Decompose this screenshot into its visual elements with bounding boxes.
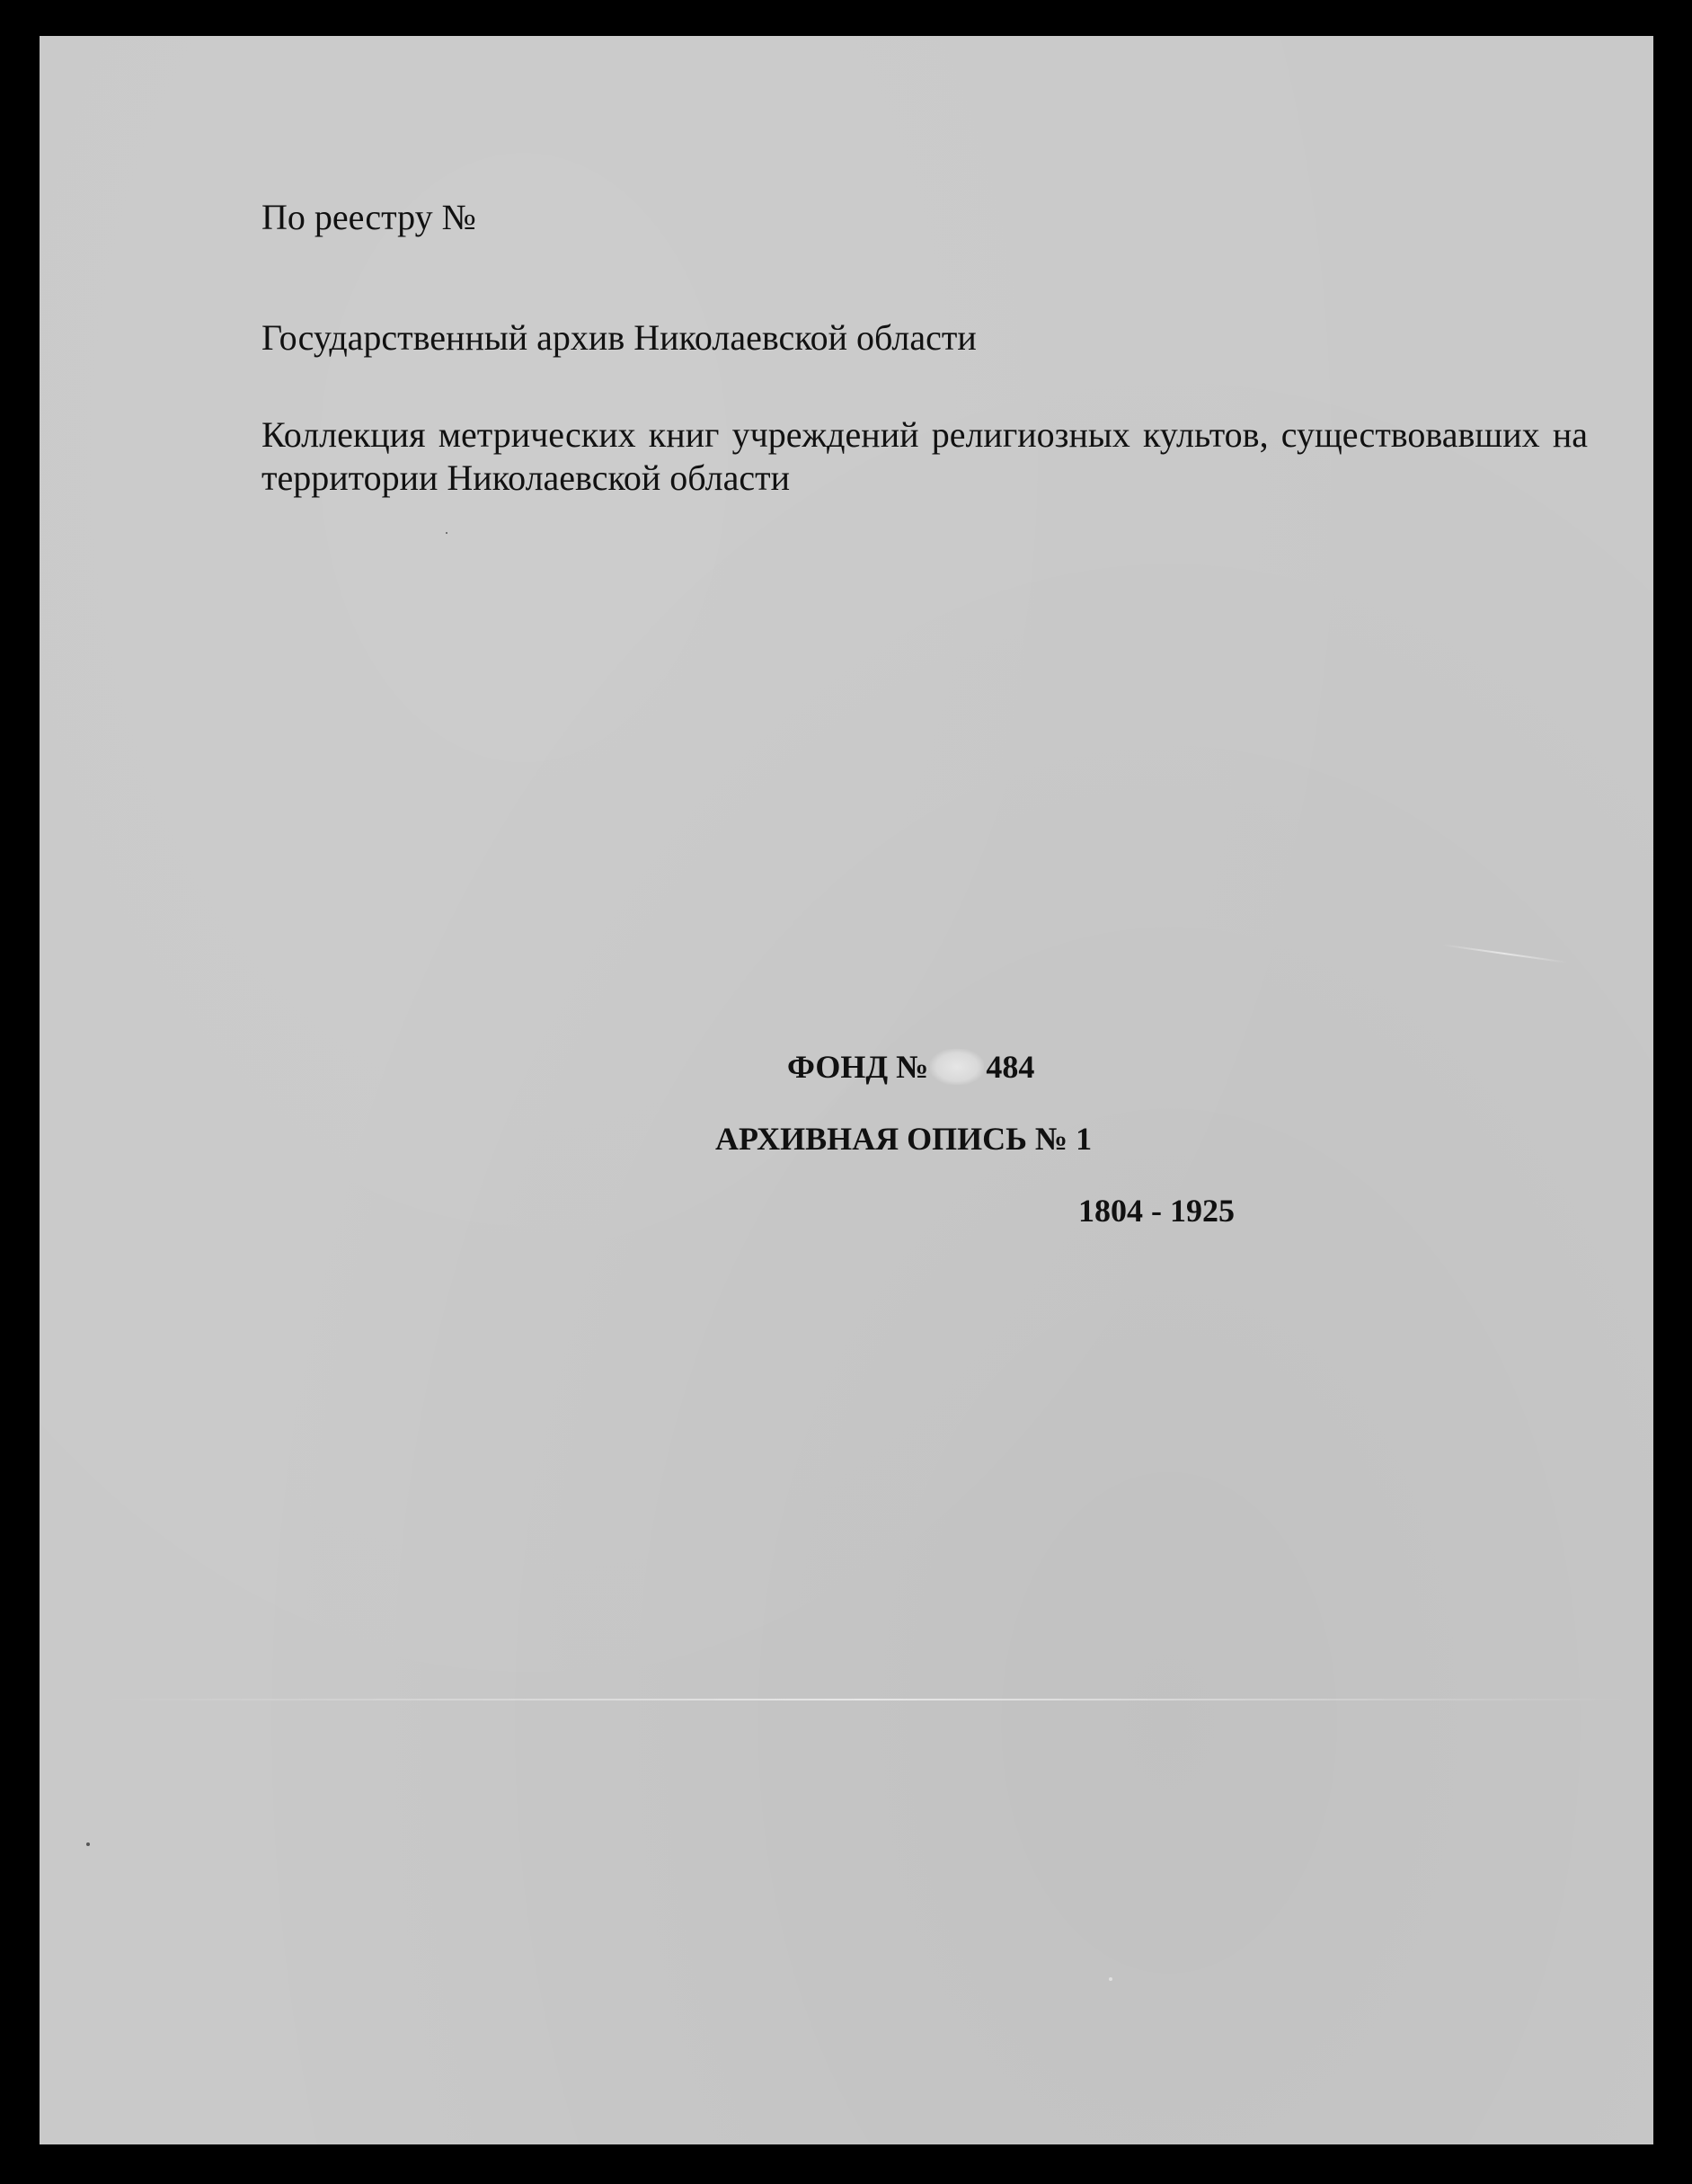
scan-artifact	[102, 1699, 1630, 1700]
archive-name: Государственный архив Николаевской области	[261, 317, 977, 358]
redaction-mark	[930, 1049, 984, 1085]
opis-heading: АРХИВНАЯ ОПИСЬ № 1	[715, 1121, 1093, 1157]
registry-number-label: По реестру №	[261, 197, 476, 237]
fond-label: ФОНД №	[787, 1049, 929, 1085]
fond-heading	[787, 1048, 1034, 1086]
fond-number: 484	[986, 1049, 1035, 1085]
scan-speck	[446, 532, 447, 534]
document-page	[40, 36, 1653, 2144]
scan-speck	[86, 1842, 90, 1846]
scan-artifact	[1442, 944, 1567, 963]
date-range: 1804 - 1925	[1078, 1193, 1235, 1229]
scan-speck	[1109, 1977, 1112, 1981]
collection-title: Коллекция метрических книг учреждений религиозных культов, существовавших на территории Николаевской области	[261, 414, 1588, 498]
